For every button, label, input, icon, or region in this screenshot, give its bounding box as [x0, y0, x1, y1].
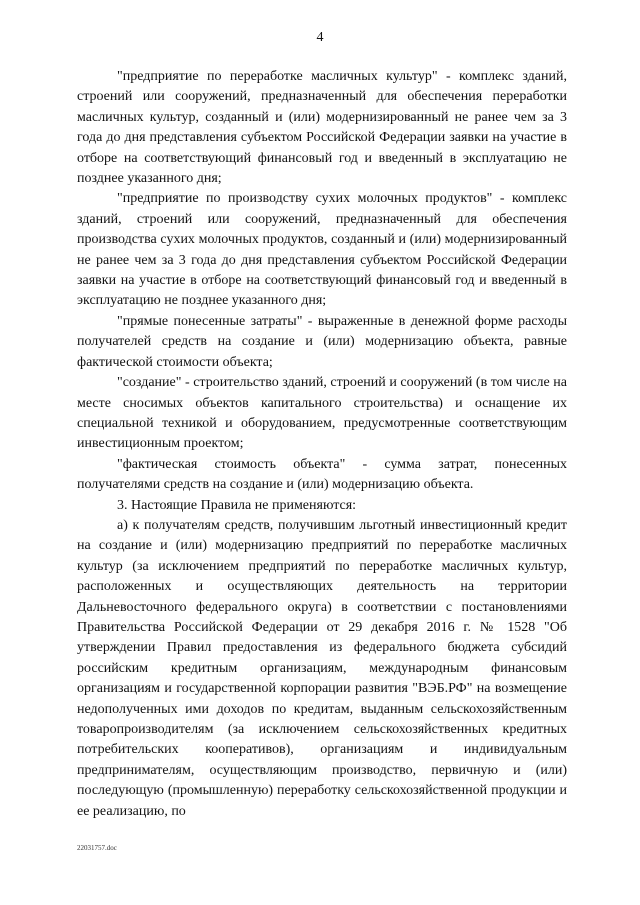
paragraph-def-actual-cost: "фактическая стоимость объекта" - сумма затрат, понесенных получателями средств на создание и (или) модернизацию объекта.: [77, 456, 567, 493]
paragraph-def-direct-costs: "прямые понесенные затраты" - выраженные в денежной форме расходы получателей средств на создание и (или) модернизацию объекта, равные фактической стоимости объекта;: [77, 313, 567, 370]
paragraph-def-oilseed-plant: "предприятие по переработке масличных культур" - комплекс зданий, строений или сооружений, предназначенный для обеспечения переработки масличных культур, созданный и (или) модернизированный не ранее чем за 3 года до дня представления субъектом Российской Федерации заявки на участие в отборе на соответствующий финансовый год и введенный в эксплуатацию не позднее указанного дня;: [77, 69, 567, 187]
document-body: [77, 67, 567, 822]
document-file-reference: 22031757.doc: [77, 844, 117, 852]
paragraph-clause-3: 3. Настоящие Правила не применяются:: [117, 497, 357, 513]
paragraph-def-creation: "создание" - строительство зданий, строений и сооружений (в том числе на месте сносимых объектов капитального строительства) и оснащение их специальной техникой и оборудованием, предусмотренные соответствующим инвестиционным проектом;: [77, 375, 567, 452]
page-number: 4: [316, 30, 324, 45]
paragraph-def-dry-milk-plant: "предприятие по производству сухих молочных продуктов" - комплекс зданий, строений или сооружений, предназначенный для обеспечения производства сухих молочных продуктов, созданный и (или) модернизированный не ранее чем за 3 года до дня представления субъектом Российской Федерации заявки на участие в отборе на соответствующий финансовый год и введенный в эксплуатацию не позднее указанного дня;: [77, 191, 567, 309]
paragraph-clause-3a: а) к получателям средств, получившим льготный инвестиционный кредит на создание и (или) модернизацию предприятий по переработке масличных культур (за исключением предприятий по переработке масличных культур, расположенных и осуществляющих деятельность на территории Дальневосточного федерального округа) в соответствии с постановлениями Правительства Российской Федерации от 29 декабря 2016 г. № 1528 "Об утверждении Правил предоставления из федерального бюджета субсидий российским кредитным организациям, международным финансовым организациям и государственной корпорации развития "ВЭБ.РФ" на возмещение недополученных ими доходов по кредитам, выданным сельскохозяйственным товаропроизводителям (за исключением сельскохозяйственных кредитных потребительских кооперативов), организациям и индивидуальным предпринимателям, осуществляющим производство, первичную и (или) последующую (промышленную) переработку сельскохозяйственной продукции и ее реализацию, по: [77, 517, 567, 819]
